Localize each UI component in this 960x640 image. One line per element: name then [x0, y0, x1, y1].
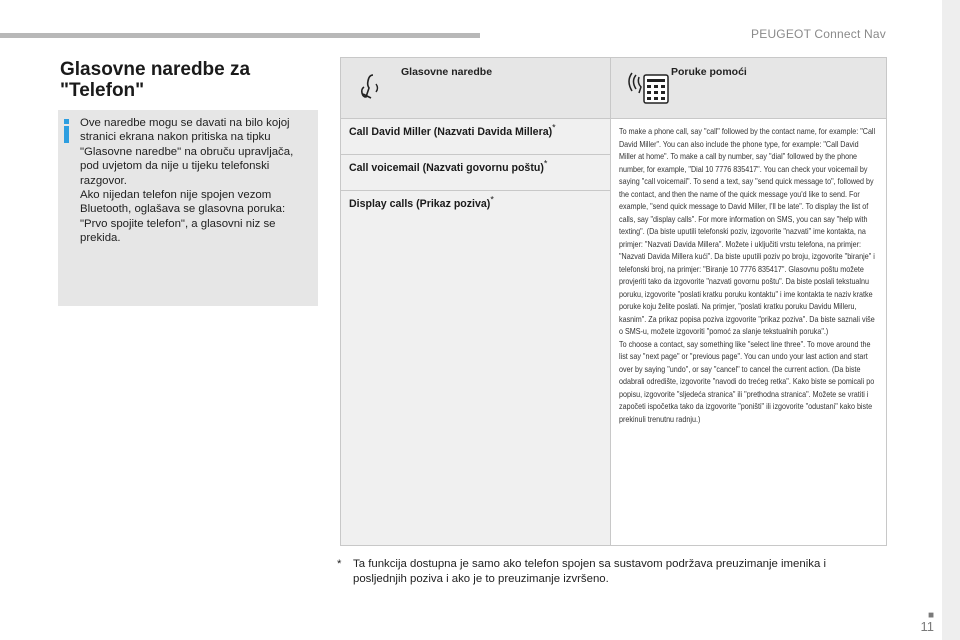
top-rule: [0, 33, 480, 38]
header-label-help: Poruke pomoći: [671, 66, 747, 78]
command-asterisk: *: [552, 122, 556, 133]
running-head: PEUGEOT Connect Nav: [751, 27, 886, 41]
command-call-voicemail: [341, 155, 611, 191]
header-voice-commands: [341, 58, 611, 119]
page-title: Glasovne naredbe za "Telefon": [60, 59, 251, 101]
help-message-text: To make a phone call, say "call" followed by the contact name, for example: "Call David Miller". You can also include the phone type, for example: "Call David Miller at home". To make a call by number, say "dial" followed by the phone number, for example, "Dial 10 7776 835417". You can check your voicemail by saying "call voicemail". To send a text, say "send quick message to", followed by the contact, and then the name of the quick message you'd like to send. For example, "send quick message to David Miller, I'll be late". To display the list of calls, say "display calls". For more information on SMS, you can say "help with texting". (Da biste uputili telefonski poziv, izgovorite "nazvati" ime kontakta, na primjer: "Nazvati Davida Millera". Možete i uključiti vrstu telefona, na primjer: "Nazvati Davida Millera kući". Da biste uputili poziv po broju, izgovorite "biranje" i telefonski broj, na primjer: "Biranje 10 7776 835417". Glasovnu poštu možete provjeriti tako da izgovorite "nazvati govornu poštu". Da biste poslali tekstualnu poruku, izgovorite "poslati kratku poruku kontaktu" i ime kontakta te naziv kratke poruke koju želite poslati. Na primjer, "poslati kratku poruku Davidu Milleru, kasnim". Za prikaz popisa poziva izgovorite "prikaz poziva". Da biste saznali više o SMS-u, možete izgovoriti "pomoć za slanje tekstualnih poruka".) To choose a contact, say something like "select line three". To move around the list say "next page" or "previous page". You can undo your last action and start over by saying "undo", or say "cancel" to cancel the current action. (Da biste odabrali odredište, izgovorite "navodi do trećeg retka". Kako biste se pomicali po popisu, izgovorite "sljedeća stranica" ili "prethodna stranica". Možete se vratiti i započeti ispočetka tako da izgovorite "poništi" ili izgovorite "odustani" kako biste prekinuli trenutnu radnju.): [619, 126, 876, 424]
command-asterisk: *: [543, 158, 548, 169]
help-message-cell: [611, 119, 887, 546]
command-display-calls: [341, 191, 611, 546]
page-dot: ■: [927, 610, 934, 621]
command-text: Call David Miller (Nazvati Davida Millera): [349, 126, 553, 138]
footnote-mark: *: [337, 558, 342, 570]
info-icon-dot: [64, 119, 69, 124]
page-number-value: 11: [920, 619, 934, 634]
info-icon: [64, 119, 69, 143]
header-label-commands: Glasovne naredbe: [401, 66, 493, 78]
voice-commands-table: [340, 57, 887, 546]
command-text: Display calls (Prikaz poziva): [349, 198, 491, 210]
voice-help-keypad-icon: [627, 71, 671, 110]
page-number: [921, 610, 935, 632]
info-text: Ove naredbe mogu se davati na bilo kojoj stranici ekrana nakon pritiska na tipku "Glasovne naredbe" na obruču upravljača, pod uvjetom da nije u tijeku telefonski razgovor. Ako nijedan telefon nije spojen vezom Bluetooth, oglašava se glasovna poruka: "Prvo spojite telefon", a glasovni niz se prekida.: [80, 117, 294, 245]
side-bar: [942, 0, 960, 640]
command-text: Call voicemail (Nazvati govornu poštu): [349, 162, 544, 174]
info-box: [58, 110, 318, 306]
header-help-messages: [611, 58, 887, 119]
info-icon-bar: [64, 126, 69, 143]
command-call-contact: [341, 119, 611, 155]
voice-command-icon: [357, 71, 383, 106]
command-asterisk: *: [490, 194, 494, 205]
footnote: [337, 557, 877, 587]
footnote-text: Ta funkcija dostupna je samo ako telefon spojen sa sustavom podržava preuzimanje imenika i posljednjih poziva i ako je to preuzimanje izvršeno.: [353, 558, 826, 585]
